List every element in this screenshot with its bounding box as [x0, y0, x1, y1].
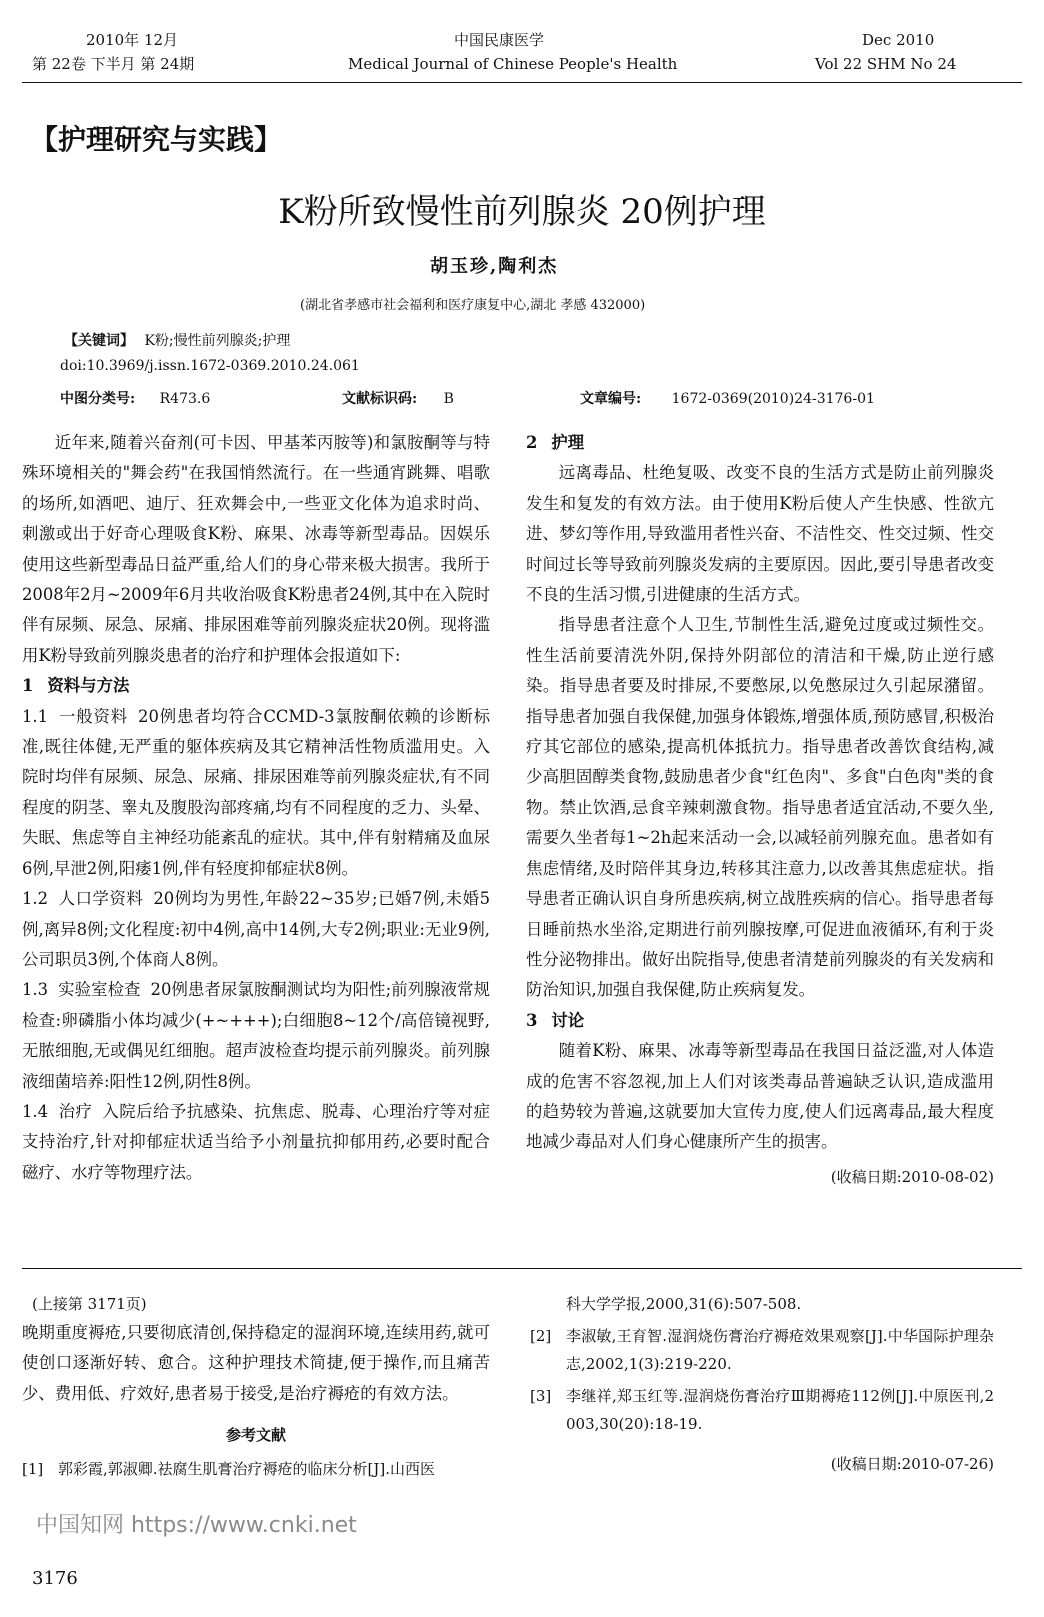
section-1-3-text: 20例患者尿氯胺酮测试均为阳性;前列腺液常规检查:卵磷脂小体均减少(+~+++);白细胞8~12个/高倍镜视野,无脓细胞,无或偶见红细胞。超声波检查均提示前列腺炎。前列腺液细菌培养:阳性12例,阴性8例。	[22, 980, 490, 1091]
section-3-title: 讨论	[551, 1010, 585, 1030]
continuation-right	[530, 1290, 994, 1478]
keywords-label: 【关键词】	[64, 333, 134, 349]
article-no	[580, 388, 875, 408]
received-date: (收稿日期:2010-08-02)	[830, 1167, 994, 1186]
reference-text: 李淑敏,王育智.湿润烧伤膏治疗褥疮效果观察[J].中华国际护理杂志,2002,1(3):219-220.	[566, 1327, 994, 1373]
article-no-label: 文章编号:	[580, 391, 642, 407]
section-1-1-text: 20例患者均符合CCMD-3氯胺酮依赖的诊断标准,既往体健,无严重的躯体疾病及其它精神活性物质滥用史。入院时均伴有尿频、尿急、尿痛、排尿困难等前列腺炎症状,有不同程度的阴茎、睾丸及腹股沟部疼痛,均有不同程度的乏力、头晕、失眠、焦虑等自主神经功能紊乱的症状。其中,伴有射精痛及血尿6例,早泄2例,阳痿1例,伴有轻度抑郁症状8例。	[22, 706, 490, 878]
right-column	[526, 428, 994, 1192]
section-tag: 【护理研究与实践】	[30, 123, 283, 156]
reference-item	[530, 1322, 994, 1378]
section-1-3	[22, 975, 490, 1097]
doc-code-value: B	[443, 391, 454, 407]
section-1-2	[22, 884, 490, 975]
section-2-number: 2	[526, 433, 538, 452]
references-title: 参考文献	[225, 1426, 286, 1445]
header-journal-en: Medical Journal of Chinese People's Health	[348, 55, 678, 73]
section-1-2-text: 20例均为男性,年龄22~35岁;已婚7例,未婚5例,离异8例;文化程度:初中4例,高中14例,大专2例;职业:无业9例,公司职员3例,个体商人8例。	[22, 889, 490, 969]
reference-number	[530, 1290, 566, 1318]
section-1-1-number: 1.1	[22, 706, 49, 726]
header-date: 2010年 12月	[86, 31, 179, 49]
header-date-en: Dec 2010	[862, 31, 935, 49]
header-volume-en: Vol 22 SHM No 24	[815, 55, 957, 73]
section-1-1	[22, 702, 490, 884]
reference-item	[22, 1455, 490, 1483]
doc-code-label: 文献标识码:	[342, 391, 418, 407]
cnki-watermark: 中国知网 https://www.cnki.net	[36, 1513, 357, 1538]
reference-number: [3]	[530, 1387, 552, 1405]
article-title: K粉所致慢性前列腺炎 20例护理	[278, 192, 766, 232]
reference-item	[530, 1382, 994, 1438]
reference-text: 李继祥,郑玉红等.湿润烧伤膏治疗Ⅲ期褥疮112例[J].中原医刊,2003,30(20):18-19.	[566, 1387, 994, 1433]
clc	[60, 388, 210, 408]
discussion-paragraph: 随着K粉、麻果、冰毒等新型毒品在我国日益泛滥,对人体造成的危害不容忽视,加上人们对该类毒品普遍缺乏认识,造成滥用的趋势较为普遍,这就要加大宣传力度,使人们远离毒品,最大程度地减少毒品对人们身心健康所产生的损害。	[526, 1041, 994, 1152]
section-1-2-number: 1.2	[22, 889, 49, 909]
section-1-3-title: 实验室检查	[58, 980, 141, 1000]
section-1-3-number: 1.3	[22, 980, 49, 1000]
reference-number: [1]	[22, 1460, 44, 1479]
section-1-4	[22, 1097, 490, 1188]
article-no-value: 1672-0369(2010)24-3176-01	[671, 391, 875, 407]
header-rule	[22, 82, 1022, 83]
reference-number: [2]	[530, 1327, 552, 1345]
nursing-paragraph-2: 指导患者注意个人卫生,节制性生活,避免过度或过频性交。性生活前要清洗外阴,保持外阴部位的清洁和干燥,防止逆行感染。指导患者要及时排尿,不要憋尿,以免憋尿过久引起尿潴留。指导患者加强自我保健,加强身体锻炼,增强体质,预防感冒,积极治疗其它部位的感染,提高机体抵抗力。指导患者改善饮食结构,减少高胆固醇类食物,鼓励患者少食"红色肉"、多食"白色肉"类的食物。禁止饮酒,忌食辛辣刺激食物。指导患者适宜活动,不要久坐,需要久坐者每1~2h起来活动一会,以减轻前列腺充血。患者如有焦虑情绪,及时陪伴其身边,转移其注意力,以改善其焦虑症状。指导患者正确认识自身所患疾病,树立战胜疾病的信心。指导患者每日睡前热水坐浴,定期进行前列腺按摩,可促进血液循环,有利于炎性分泌物排出。做好出院指导,使患者清楚前列腺炎的有关发病和防治知识,加强自我保健,防止疾病复发。	[526, 615, 994, 1000]
section-1-2-title: 人口学资料	[58, 889, 144, 909]
header-journal-cn: 中国民康医学	[454, 31, 545, 49]
section-1-4-text: 入院后给予抗感染、抗焦虑、脱毒、心理治疗等对症支持治疗,针对抑郁症状适当给予小剂量抗抑郁用药,必要时配合磁疗、水疗等物理疗法。	[22, 1101, 491, 1182]
section-2-heading	[526, 428, 994, 458]
section-3-number: 3	[526, 1010, 538, 1030]
section-1-4-title: 治疗	[58, 1101, 93, 1121]
header-volume: 第 22卷 下半月 第 24期	[32, 55, 195, 73]
continuation-text: 晚期重度褥疮,只要彻底清创,保持稳定的湿润环境,连续用药,就可使创口逐渐好转、愈合。这种护理技术简捷,便于操作,而且痛苦少、费用低、疗效好,患者易于接受,是治疗褥疮的有效方法。	[22, 1323, 490, 1403]
doc-code	[342, 388, 454, 408]
page-number: 3176	[32, 1568, 78, 1589]
section-1-number: 1	[22, 676, 34, 696]
nursing-paragraph-1: 远离毒品、杜绝复吸、改变不良的生活方式是防止前列腺炎发生和复发的有效方法。由于使用K粉后使人产生快感、性欲亢进、梦幻等作用,导致滥用者性兴奋、不洁性交、性交过频、性交时间过长等导致前列腺炎发病的主要原因。因此,要引导患者改变不良的生活习惯,引进健康的生活方式。	[526, 463, 994, 605]
affiliation: (湖北省孝感市社会福利和医疗康复中心,湖北 孝感 432000)	[300, 298, 646, 313]
intro-paragraph: 近年来,随着兴奋剂(可卡因、甲基苯丙胺等)和氯胺酮等与特殊环境相关的"舞会药"在我国悄然流行。在一些通宵跳舞、唱歌的场所,如酒吧、迪厅、狂欢舞会中,一些亚文化体为追求时尚、刺激或出于好奇心理吸食K粉、麻果、冰毒等新型毒品。因娱乐使用这些新型毒品日益严重,给人们的身心带来极大损害。我所于2008年2月~2009年6月共收治吸食K粉患者24例,其中在入院时伴有尿频、尿急、尿痛、排尿困难等前列腺炎症状20例。现将滥用K粉导致前列腺炎患者的治疗和护理体会报道如下:	[22, 433, 490, 665]
section-1-4-number: 1.4	[22, 1101, 49, 1121]
section-1-heading	[22, 671, 490, 701]
left-column	[22, 428, 490, 1188]
reference-text: 郭彩霞,郭淑卿.祛腐生肌膏治疗褥疮的临床分析[J].山西医	[58, 1460, 436, 1479]
section-1-1-title: 一般资料	[58, 706, 129, 726]
doi: doi:10.3969/j.issn.1672-0369.2010.24.061	[60, 358, 360, 374]
reference-item	[530, 1290, 994, 1318]
clc-value: R473.6	[159, 391, 211, 407]
reference-text: 科大学学报,2000,31(6):507-508.	[566, 1295, 802, 1313]
section-3-heading	[526, 1006, 994, 1036]
section-2-title: 护理	[551, 433, 585, 452]
clc-label: 中图分类号:	[60, 391, 136, 407]
continuation-note: (上接第 3171页)	[32, 1295, 147, 1313]
authors: 胡玉珍,陶利杰	[430, 256, 559, 277]
continuation-left	[22, 1290, 490, 1483]
keywords-line	[64, 330, 290, 350]
article-end-rule	[22, 1268, 1022, 1269]
keywords: K粉;慢性前列腺炎;护理	[144, 333, 291, 349]
continuation-received-date: (收稿日期:2010-07-26)	[830, 1455, 994, 1473]
section-1-title: 资料与方法	[47, 676, 130, 696]
